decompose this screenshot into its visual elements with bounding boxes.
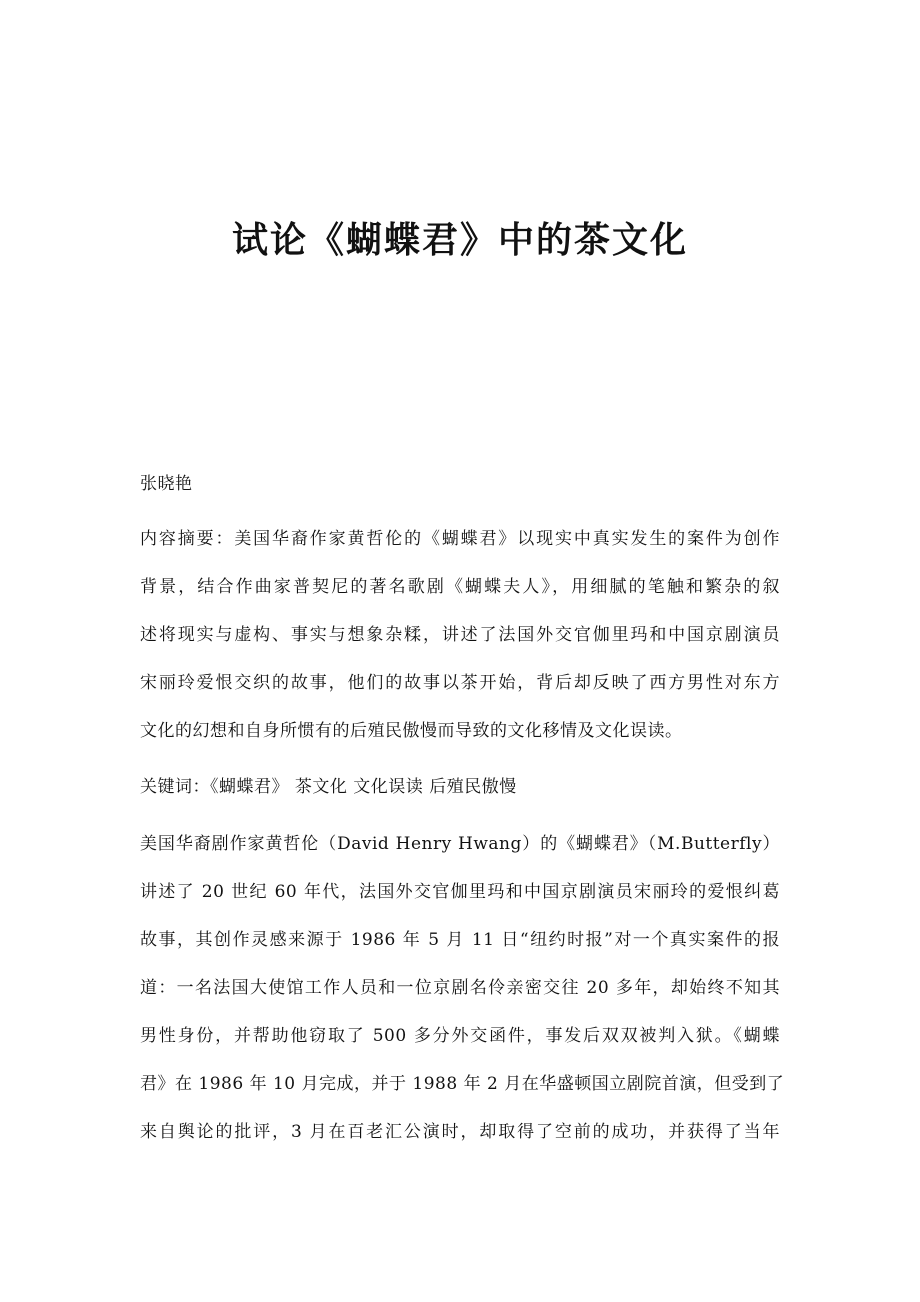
- abstract-line: 内容摘要：美国华裔作家黄哲伦的《蝴蝶君》以现实中真实发生的案件为创作: [140, 529, 780, 549]
- author-line: 张晓艳: [140, 474, 193, 494]
- body-line: 讲述了 20 世纪 60 年代，法国外交官伽里玛和中国京剧演员宋丽玲的爱恨纠葛: [140, 882, 780, 902]
- body-line: 男性身份，并帮助他窃取了 500 多分外交函件，事发后双双被判入狱。《蝴蝶: [140, 1026, 780, 1046]
- abstract-line: 文化的幻想和自身所惯有的后殖民傲慢而导致的文化移情及文化误读。: [140, 721, 683, 741]
- document-title: 试论《蝴蝶君》中的茶文化: [231, 219, 688, 261]
- abstract-line: 宋丽玲爱恨交织的故事，他们的故事以茶开始，背后却反映了西方男性对东方: [140, 673, 780, 693]
- body-line: 美国华裔剧作家黄哲伦（David Henry Hwang）的《蝴蝶君》（M.Butterfly）: [140, 834, 780, 854]
- abstract-line: 述将现实与虚构、事实与想象杂糅，讲述了法国外交官伽里玛和中国京剧演员: [140, 625, 780, 645]
- abstract-paragraph: [140, 515, 780, 755]
- body-line: 君》在 1986 年 10 月完成，并于 1988 年 2 月在华盛顿国立剧院首演，但受到了: [140, 1074, 785, 1094]
- body-line: 故事，其创作灵感来源于 1986 年 5 月 11 日“纽约时报”对一个真实案件的报: [140, 930, 780, 950]
- author-name: [140, 460, 780, 508]
- body-line: 来自舆论的批评，3 月在百老汇公演时，却取得了空前的成功，并获得了当年: [140, 1122, 780, 1142]
- keywords: [140, 763, 780, 811]
- keywords-line: 关键词：《蝴蝶君》 茶文化 文化误读 后殖民傲慢: [140, 777, 517, 797]
- abstract-line: 背景，结合作曲家普契尼的著名歌剧《蝴蝶夫人》，用细腻的笔触和繁杂的叙: [140, 577, 780, 597]
- body-paragraph: [140, 820, 785, 1156]
- body-line: 道：一名法国大使馆工作人员和一位京剧名伶亲密交往 20 多年，却始终不知其: [140, 978, 780, 998]
